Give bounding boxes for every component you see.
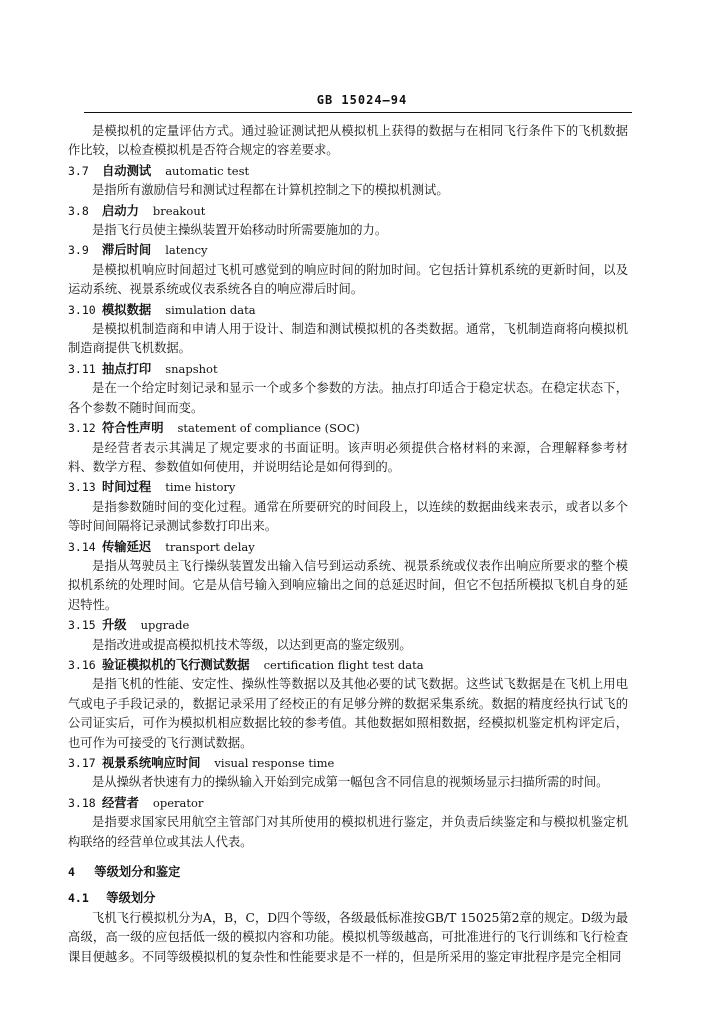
term-number: 3.8	[68, 203, 89, 218]
term-chinese: 滞后时间	[102, 242, 152, 258]
term-heading	[68, 615, 628, 635]
term-definition: 是模拟机响应时间超过飞机可感觉到的响应时间的附加时间。它包括计算机系统的更新时间，以及运动系统、视景系统或仪表系统各自的响应滞后时间。	[68, 262, 628, 297]
term-entry	[68, 615, 628, 655]
term-english: time history	[165, 480, 236, 495]
term-definition: 是模拟机制造商和申请人用于设计、制造和测试模拟机的各类数据。通常，飞机制造商将向模拟机制造商提供飞机数据。	[68, 322, 628, 356]
term-heading	[68, 418, 628, 438]
term-number: 3.13	[68, 480, 96, 495]
term-english: snapshot	[165, 361, 218, 376]
term-english: visual response time	[214, 756, 335, 770]
term-english: upgrade	[140, 618, 190, 633]
term-english: certification flight test data	[263, 657, 424, 672]
term-heading	[68, 359, 628, 379]
term-number: 3.15	[68, 618, 96, 633]
term-english: transport delay	[165, 539, 255, 554]
section-heading	[68, 888, 628, 908]
term-definition: 是指要求国家民用航空主管部门对其所使用的模拟机进行鉴定，并负责后续鉴定和与模拟机鉴定机构联络的经营单位或其法人代表。	[68, 815, 628, 849]
term-definition: 是指从驾驶员主飞行操纵装置发出输入信号到运动系统、视景系统或仪表作出响应所要求的整个模拟机系统的处理时间。它是从信号输入到响应输出之间的总延迟时间，但它不包括所模拟飞机自身的延迟特性。	[68, 558, 628, 612]
term-entry	[68, 537, 628, 616]
term-chinese: 自动测试	[102, 162, 152, 178]
term-english: operator	[152, 795, 204, 810]
term-heading	[68, 655, 628, 675]
term-entry	[68, 161, 628, 201]
section-paragraph: 飞机飞行模拟机分为A，B，C，D四个等级，各级最低标准按GB/T 15025第2章的规定。D级为最高级，高一级的应包括低一级的模拟内容和功能。模拟机等级越高，可批准进行的飞行训练和飞行检查课目便越多。不同等级模拟机的复杂性和性能要求是不一样的，但是所采用的鉴定审批程序是完全相同	[68, 910, 628, 964]
term-chinese: 经营者	[102, 794, 139, 810]
term-chinese: 模拟数据	[102, 301, 152, 317]
term-chinese: 抽点打印	[102, 360, 152, 376]
term-number: 3.11	[68, 361, 96, 376]
term-entry	[68, 418, 628, 477]
term-number: 3.7	[68, 163, 89, 178]
term-chinese: 视景系统响应时间	[102, 755, 201, 770]
term-entry	[68, 300, 628, 359]
term-english: breakout	[152, 203, 206, 218]
term-number: 3.14	[68, 539, 96, 554]
chapter-title: 等级划分和鉴定	[94, 864, 181, 880]
term-definition: 是指改进或提高模拟机技术等级，以达到更高的鉴定级别。	[92, 637, 412, 652]
term-number: 3.16	[68, 657, 96, 672]
term-chinese: 传输延迟	[102, 538, 152, 554]
term-definition: 是在一个给定时刻记录和显示一个或多个参数的方法。抽点打印适合于稳定状态。在稳定状态下，各个参数不随时间而变。	[68, 381, 628, 415]
term-english: automatic test	[165, 163, 250, 178]
term-number: 3.17	[68, 756, 96, 770]
term-number: 3.9	[68, 243, 89, 258]
term-chinese: 升级	[102, 617, 127, 633]
chapter-number: 4	[68, 865, 75, 880]
term-heading	[68, 161, 628, 181]
section-title: 等级划分	[106, 890, 156, 906]
term-entry	[68, 359, 628, 418]
term-entry	[68, 793, 628, 852]
term-heading	[68, 240, 628, 260]
terms-list	[68, 161, 628, 852]
term-heading	[68, 753, 628, 773]
term-chinese: 启动力	[102, 202, 139, 218]
term-definition: 是指所有激励信号和测试过程都在计算机控制之下的模拟机测试。	[92, 183, 449, 198]
term-entry	[68, 477, 628, 536]
term-heading	[68, 201, 628, 221]
intro-paragraph: 是模拟机的定量评估方式。通过验证测试把从模拟机上获得的数据与在相同飞行条件下的飞机数据作比较，以检查模拟机是否符合规定的容差要求。	[68, 124, 628, 158]
term-english: simulation data	[165, 302, 256, 317]
chapter-heading	[68, 862, 628, 882]
term-heading	[68, 477, 628, 497]
term-chinese: 符合性声明	[102, 420, 164, 436]
term-definition: 是指飞行员使主操纵装置开始移动时所需要施加的力。	[92, 223, 388, 238]
header-rule	[84, 112, 632, 113]
term-definition: 是从操纵者快速有力的操纵输入开始到完成第一幅包含不同信息的视频场显示扫描所需的时间。	[92, 775, 609, 790]
standard-header: GB 15024—94	[316, 93, 408, 107]
term-number: 3.18	[68, 795, 96, 810]
term-chinese: 验证模拟机的飞行测试数据	[102, 656, 250, 672]
term-definition: 是经营者表示其满足了规定要求的书面证明。该声明必须提供合格材料的来源，合理解释参考材料、数学方程、参数值如何使用，并说明结论是如何得到的。	[68, 440, 628, 474]
term-heading	[68, 300, 628, 320]
term-number: 3.12	[68, 421, 96, 436]
section-number: 4.1	[68, 891, 89, 906]
term-definition: 是指飞机的性能、安定性、操纵性等数据以及其他必要的试飞数据。这些试飞数据是在飞机上用电气或电子手段记录的，数据记录采用了经校正的有足够分辨的数据采集系统。数据的精度经执行试飞的公司证实后，可作为模拟机相应数据比较的参考值。其他数据如照相数据，经模拟机鉴定机构评定后，也可作为可接受的飞行测试数据。	[68, 677, 628, 750]
document-body	[68, 122, 628, 967]
term-english: latency	[165, 243, 208, 258]
term-definition: 是指参数随时间的变化过程。通常在所要研究的时间段上，以连续的数据曲线来表示，或者以多个等时间间隔将记录测试参数打印出来。	[68, 499, 628, 534]
term-entry	[68, 655, 628, 753]
term-entry	[68, 201, 628, 241]
term-number: 3.10	[68, 302, 96, 317]
term-english: statement of compliance (SOC)	[177, 421, 360, 436]
term-heading	[68, 793, 628, 813]
term-entry	[68, 753, 628, 793]
term-heading	[68, 537, 628, 557]
term-entry	[68, 240, 628, 299]
term-chinese: 时间过程	[102, 479, 152, 495]
